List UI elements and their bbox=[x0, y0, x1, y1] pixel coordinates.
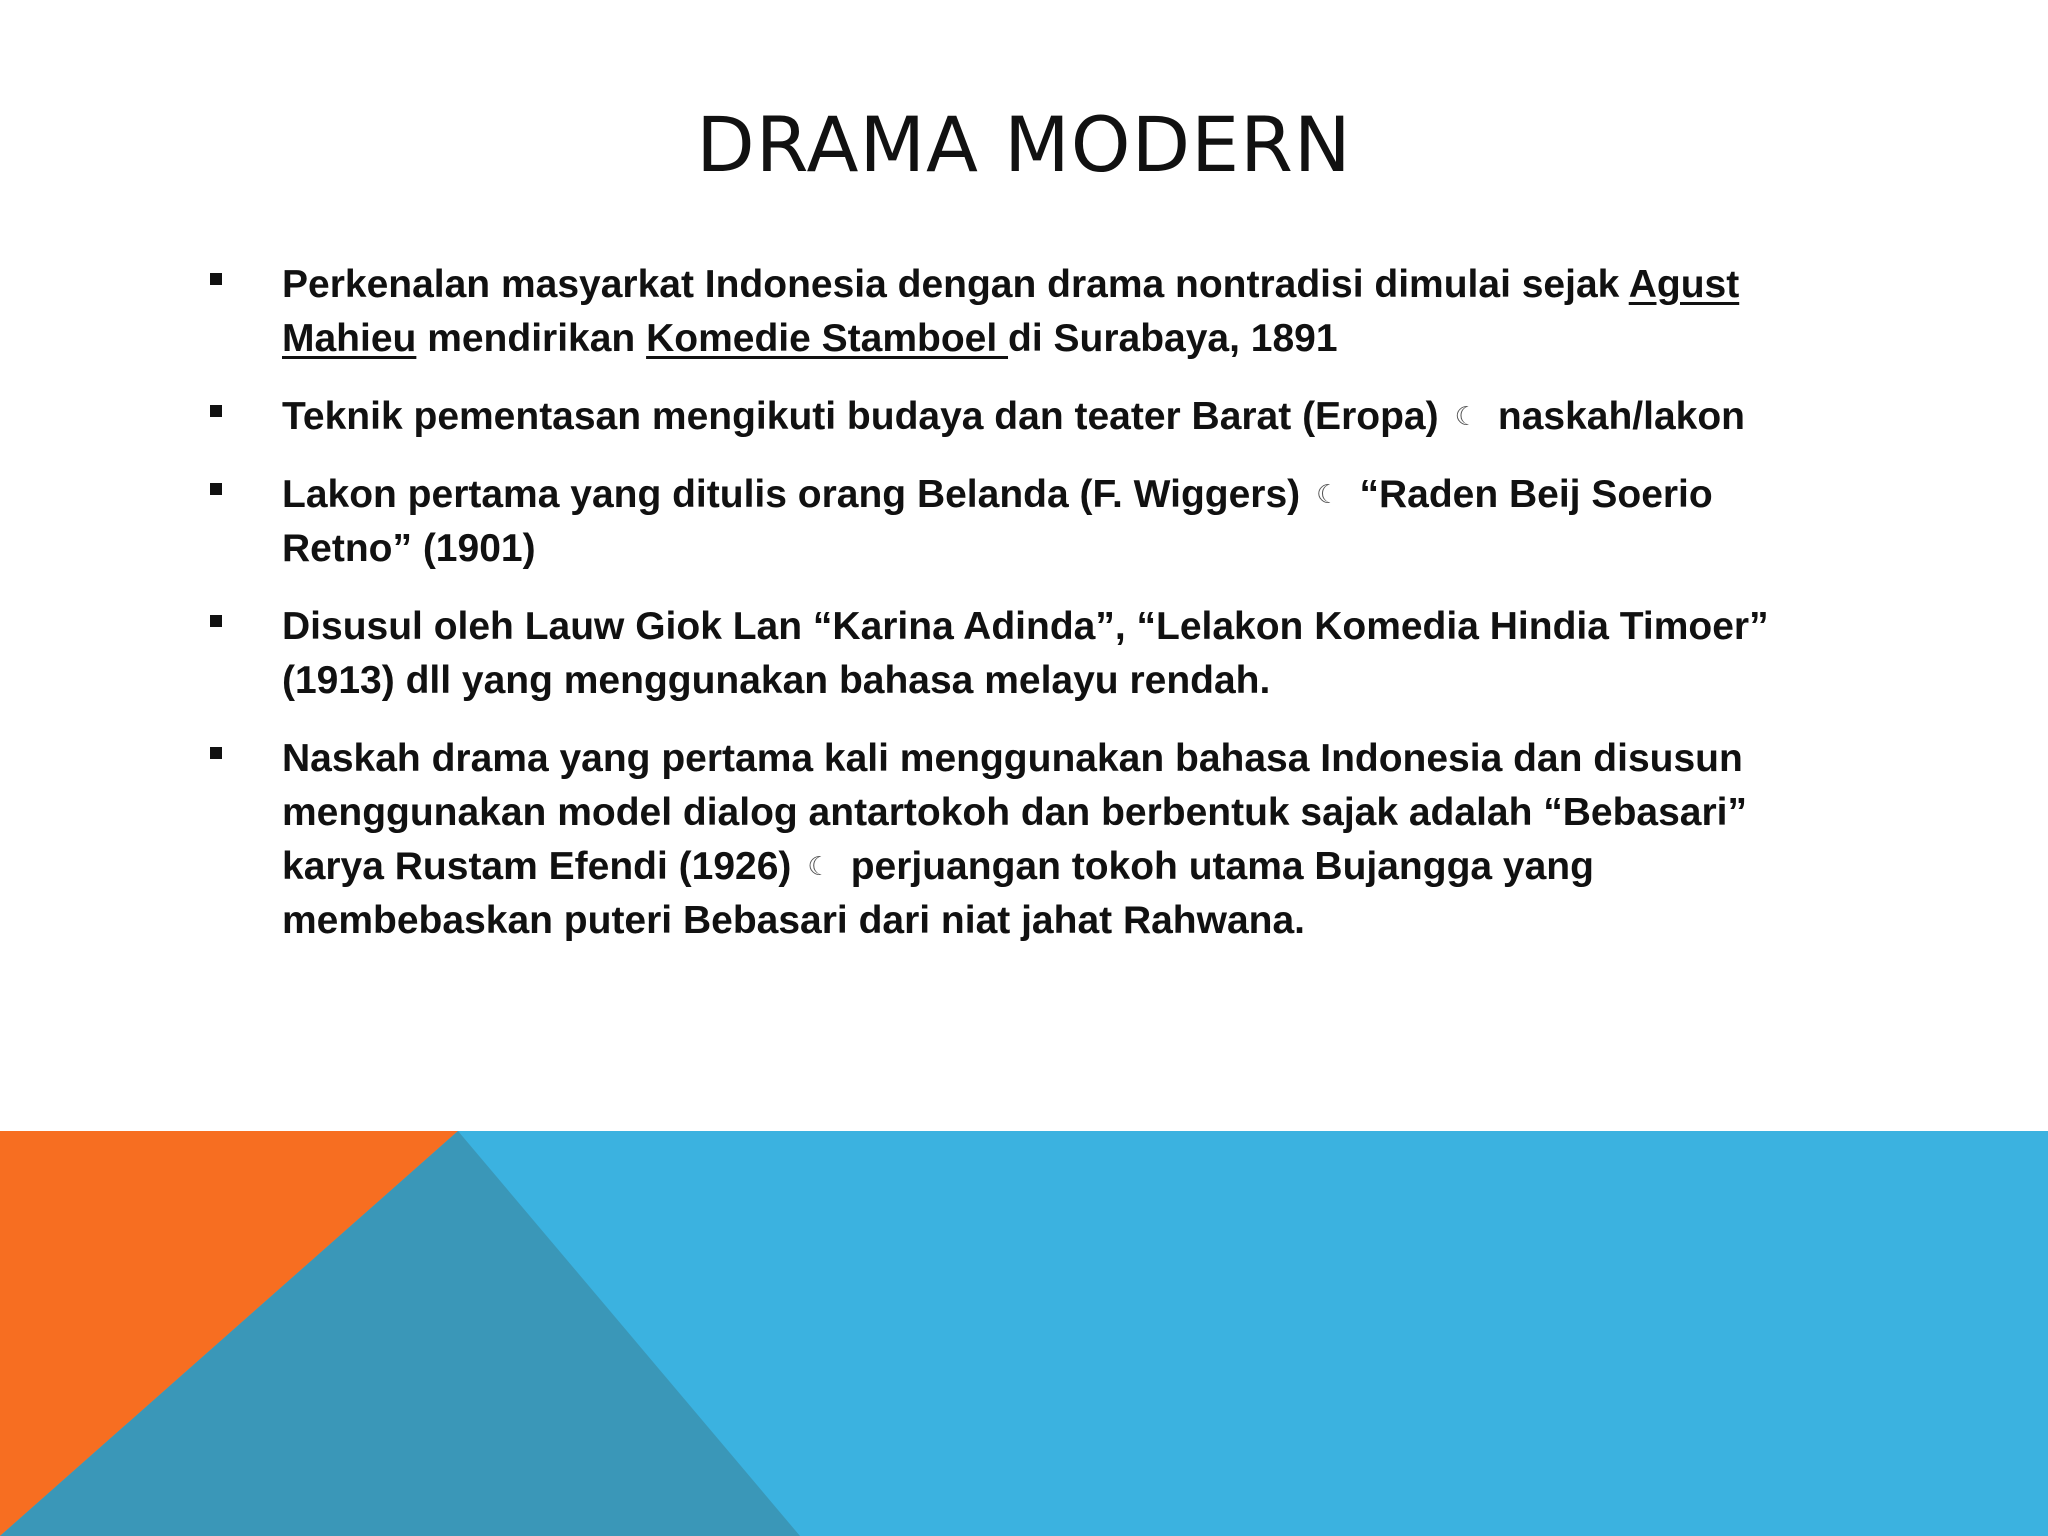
slide-title: DRAMA MODERN bbox=[696, 100, 1352, 189]
square-bullet-icon bbox=[210, 483, 222, 495]
bullet-text: Disusul oleh Lauw Giok Lan “Karina Adinda”, “Lelakon Komedia Hindia Timoer” (1913) dll yang menggunakan bahasa melayu rendah. bbox=[282, 605, 1769, 702]
link-agust-mahieu[interactable]: Agust Mahieu bbox=[282, 263, 1740, 360]
bullet-text: di Surabaya, 1891 bbox=[1008, 317, 1338, 360]
bullet-text: perjuangan tokoh utama Bujangga yang membebaskan puteri Bebasari dari niat jahat Rahwana. bbox=[282, 845, 1594, 942]
link-komedie-stamboel[interactable]: Komedie Stamboel bbox=[646, 317, 1009, 360]
bullet-item-2 bbox=[206, 390, 1846, 444]
square-bullet-icon bbox=[210, 273, 222, 285]
bullet-text: Teknik pementasan mengikuti budaya dan teater Barat (Eropa) bbox=[282, 395, 1439, 438]
bullet-text: “Raden Beij Soerio Retno” (1901) bbox=[282, 473, 1713, 570]
crescent-moon-icon: ☾ bbox=[1316, 480, 1340, 510]
crescent-moon-icon: ☾ bbox=[807, 852, 831, 882]
bullet-list bbox=[206, 258, 1846, 972]
bullet-item-1 bbox=[206, 258, 1846, 366]
crescent-moon-icon: ☾ bbox=[1454, 402, 1478, 432]
bullet-text: naskah/lakon bbox=[1497, 395, 1745, 438]
bullet-text: Lakon pertama yang ditulis orang Belanda (F. Wiggers) bbox=[282, 473, 1301, 516]
bullet-item-4 bbox=[206, 600, 1846, 708]
square-bullet-icon bbox=[210, 405, 222, 417]
square-bullet-icon bbox=[210, 747, 222, 759]
bullet-text: Perkenalan masyarkat Indonesia dengan drama nontradisi dimulai sejak bbox=[282, 263, 1629, 306]
square-bullet-icon bbox=[210, 615, 222, 627]
bullet-item-5 bbox=[206, 732, 1846, 948]
bullet-item-3 bbox=[206, 468, 1846, 576]
decorative-color-band bbox=[0, 1131, 2048, 1536]
bullet-text: Naskah drama yang pertama kali menggunakan bahasa Indonesia dan disusun menggunakan model dialog antartokoh dan berbentuk sajak adalah “Bebasari” karya Rustam Efendi (1926) bbox=[282, 737, 1748, 888]
bullet-text: mendirikan bbox=[416, 317, 647, 360]
